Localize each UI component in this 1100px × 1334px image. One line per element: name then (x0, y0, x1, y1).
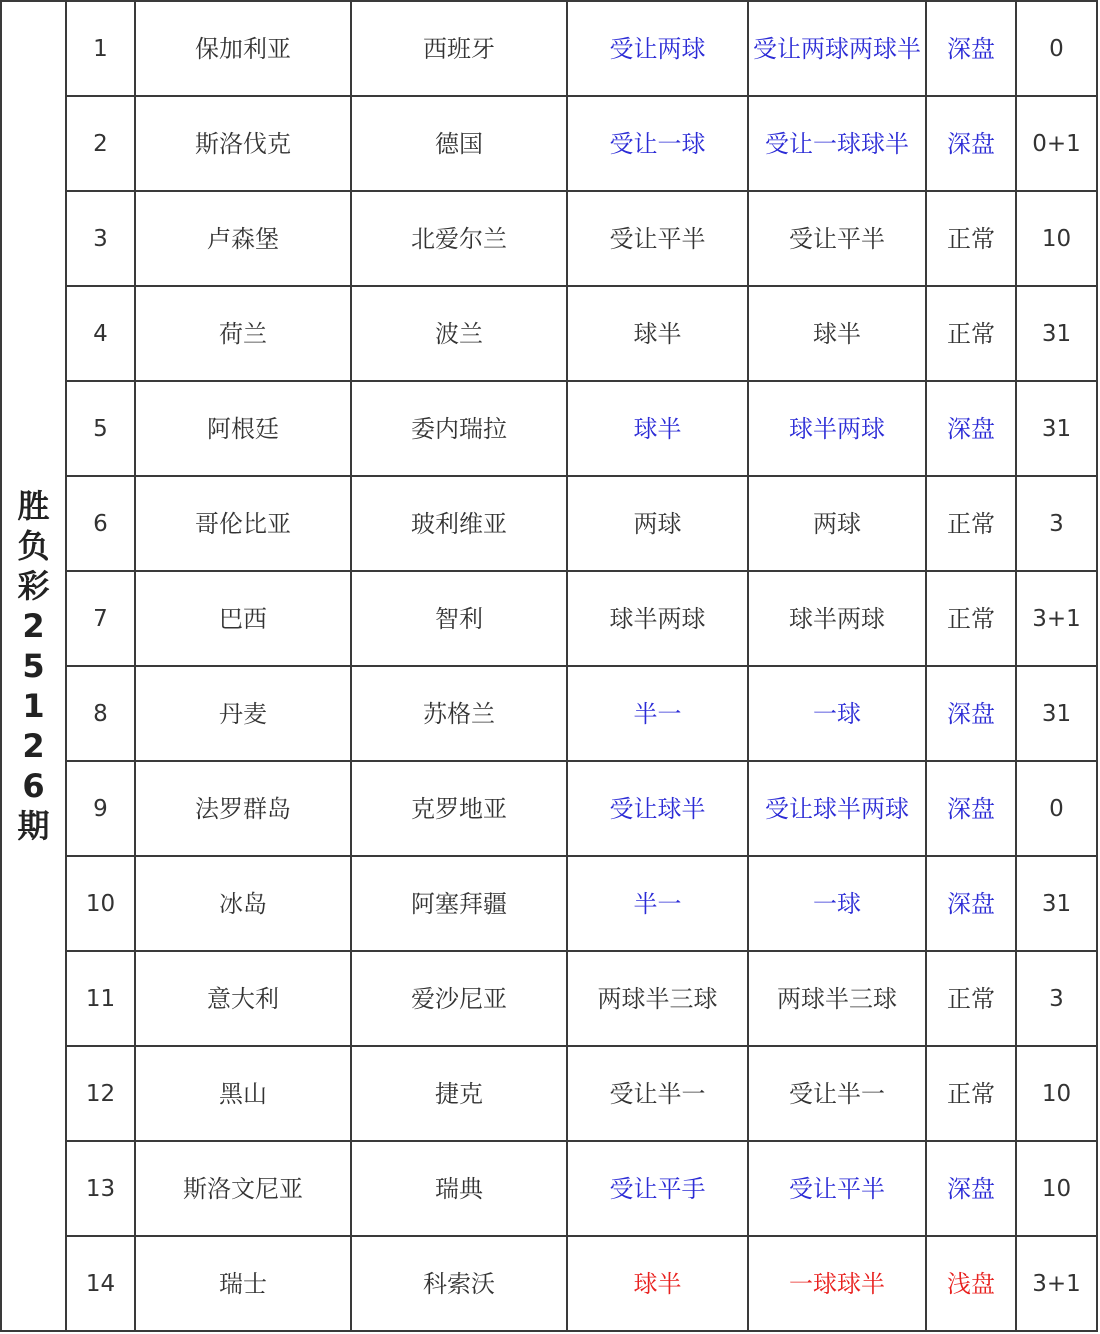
home-team: 冰岛 (135, 856, 351, 951)
prediction: 10 (1016, 1141, 1097, 1236)
home-team: 巴西 (135, 571, 351, 666)
table-row (1, 761, 1097, 856)
away-team: 捷克 (351, 1046, 567, 1141)
away-team: 玻利维亚 (351, 476, 567, 571)
prediction: 3+1 (1016, 1236, 1097, 1331)
home-team: 瑞士 (135, 1236, 351, 1331)
handicap-depth: 正常 (926, 286, 1016, 381)
table-row (1, 1, 1097, 96)
handicap-depth: 深盘 (926, 856, 1016, 951)
home-team: 卢森堡 (135, 191, 351, 286)
prediction: 0+1 (1016, 96, 1097, 191)
initial-handicap: 球半 (567, 381, 748, 476)
handicap-depth: 正常 (926, 1046, 1016, 1141)
current-handicap: 受让平半 (748, 191, 926, 286)
table-body (1, 1, 1097, 1331)
period-label-text: 胜负彩25126期 (17, 487, 50, 845)
away-team: 北爱尔兰 (351, 191, 567, 286)
handicap-depth: 深盘 (926, 381, 1016, 476)
initial-handicap: 半一 (567, 666, 748, 761)
handicap-depth: 深盘 (926, 1141, 1016, 1236)
prediction: 0 (1016, 1, 1097, 96)
table-row (1, 286, 1097, 381)
prediction: 31 (1016, 381, 1097, 476)
prediction: 3 (1016, 951, 1097, 1046)
away-team: 苏格兰 (351, 666, 567, 761)
away-team: 阿塞拜疆 (351, 856, 567, 951)
current-handicap: 一球球半 (748, 1236, 926, 1331)
handicap-depth: 正常 (926, 571, 1016, 666)
initial-handicap: 球半 (567, 286, 748, 381)
match-number: 5 (66, 381, 135, 476)
prediction: 10 (1016, 1046, 1097, 1141)
current-handicap: 球半 (748, 286, 926, 381)
match-number: 10 (66, 856, 135, 951)
prediction: 0 (1016, 761, 1097, 856)
match-number: 11 (66, 951, 135, 1046)
home-team: 保加利亚 (135, 1, 351, 96)
table-row (1, 476, 1097, 571)
table-row (1, 951, 1097, 1046)
home-team: 斯洛文尼亚 (135, 1141, 351, 1236)
period-label (1, 1, 66, 1331)
home-team: 丹麦 (135, 666, 351, 761)
handicap-depth: 深盘 (926, 96, 1016, 191)
match-number: 2 (66, 96, 135, 191)
current-handicap: 一球 (748, 666, 926, 761)
handicap-depth: 深盘 (926, 761, 1016, 856)
initial-handicap: 受让两球 (567, 1, 748, 96)
match-number: 1 (66, 1, 135, 96)
match-number: 14 (66, 1236, 135, 1331)
prediction: 3+1 (1016, 571, 1097, 666)
home-team: 斯洛伐克 (135, 96, 351, 191)
handicap-depth: 深盘 (926, 1, 1016, 96)
prediction: 31 (1016, 286, 1097, 381)
initial-handicap: 受让半一 (567, 1046, 748, 1141)
prediction: 3 (1016, 476, 1097, 571)
initial-handicap: 球半 (567, 1236, 748, 1331)
current-handicap: 球半两球 (748, 571, 926, 666)
table-row (1, 96, 1097, 191)
table-row (1, 1141, 1097, 1236)
current-handicap: 受让平半 (748, 1141, 926, 1236)
away-team: 科索沃 (351, 1236, 567, 1331)
handicap-depth: 深盘 (926, 666, 1016, 761)
current-handicap: 受让一球球半 (748, 96, 926, 191)
table-row (1, 666, 1097, 761)
away-team: 西班牙 (351, 1, 567, 96)
home-team: 阿根廷 (135, 381, 351, 476)
home-team: 荷兰 (135, 286, 351, 381)
initial-handicap: 受让平手 (567, 1141, 748, 1236)
prediction: 31 (1016, 856, 1097, 951)
current-handicap: 受让两球两球半 (748, 1, 926, 96)
away-team: 德国 (351, 96, 567, 191)
table-row (1, 1236, 1097, 1331)
away-team: 委内瑞拉 (351, 381, 567, 476)
initial-handicap: 半一 (567, 856, 748, 951)
match-number: 4 (66, 286, 135, 381)
table-row (1, 856, 1097, 951)
table-row (1, 1046, 1097, 1141)
initial-handicap: 球半两球 (567, 571, 748, 666)
match-number: 13 (66, 1141, 135, 1236)
home-team: 意大利 (135, 951, 351, 1046)
away-team: 瑞典 (351, 1141, 567, 1236)
current-handicap: 受让球半两球 (748, 761, 926, 856)
handicap-depth: 正常 (926, 951, 1016, 1046)
current-handicap: 两球 (748, 476, 926, 571)
handicap-depth: 浅盘 (926, 1236, 1016, 1331)
home-team: 哥伦比亚 (135, 476, 351, 571)
table-row (1, 571, 1097, 666)
match-number: 12 (66, 1046, 135, 1141)
home-team: 法罗群岛 (135, 761, 351, 856)
away-team: 克罗地亚 (351, 761, 567, 856)
initial-handicap: 受让平半 (567, 191, 748, 286)
current-handicap: 受让半一 (748, 1046, 926, 1141)
current-handicap: 一球 (748, 856, 926, 951)
match-number: 9 (66, 761, 135, 856)
table-row (1, 381, 1097, 476)
away-team: 智利 (351, 571, 567, 666)
initial-handicap: 受让一球 (567, 96, 748, 191)
prediction: 10 (1016, 191, 1097, 286)
home-team: 黑山 (135, 1046, 351, 1141)
match-number: 6 (66, 476, 135, 571)
current-handicap: 两球半三球 (748, 951, 926, 1046)
match-number: 3 (66, 191, 135, 286)
initial-handicap: 受让球半 (567, 761, 748, 856)
away-team: 波兰 (351, 286, 567, 381)
current-handicap: 球半两球 (748, 381, 926, 476)
initial-handicap: 两球 (567, 476, 748, 571)
match-number: 7 (66, 571, 135, 666)
table-row (1, 191, 1097, 286)
initial-handicap: 两球半三球 (567, 951, 748, 1046)
prediction: 31 (1016, 666, 1097, 761)
away-team: 爱沙尼亚 (351, 951, 567, 1046)
handicap-depth: 正常 (926, 191, 1016, 286)
match-number: 8 (66, 666, 135, 761)
handicap-depth: 正常 (926, 476, 1016, 571)
